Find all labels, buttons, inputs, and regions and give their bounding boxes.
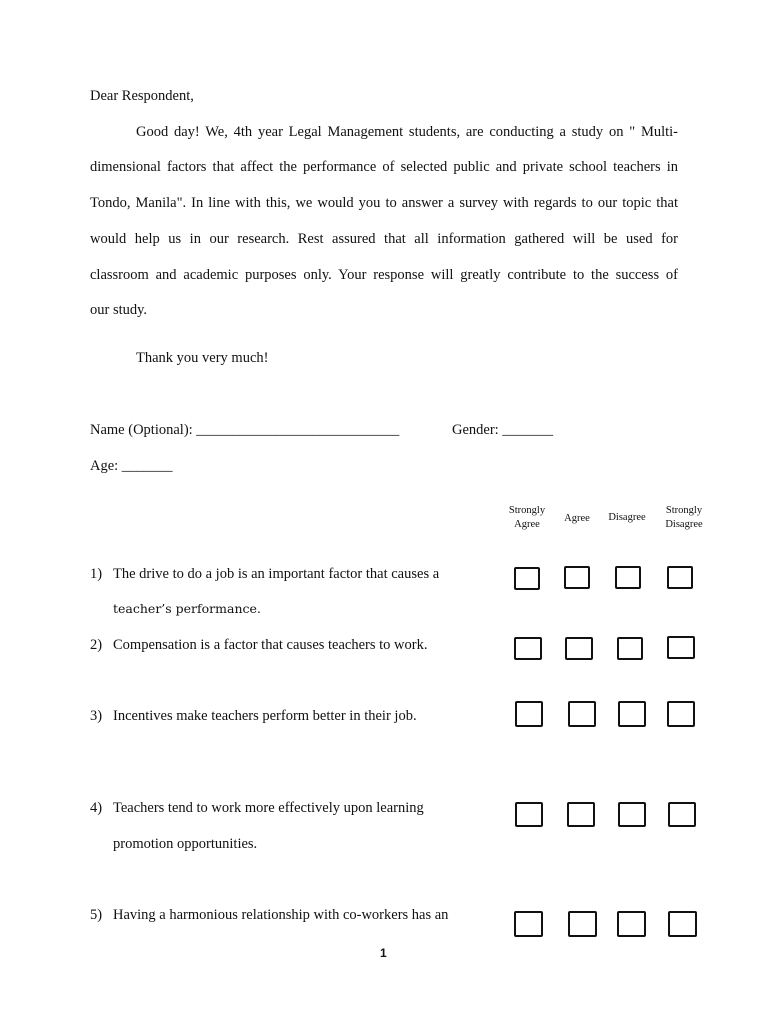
q3-strongly-disagree-checkbox[interactable] [667,701,695,727]
salutation: Dear Respondent, [90,88,194,104]
q4-strongly-disagree-checkbox[interactable] [668,802,696,827]
question-1-text-line-2: teacher’s performance. [113,601,261,616]
question-1-number: 1) [90,566,103,582]
q2-strongly-agree-checkbox[interactable] [514,637,542,660]
scale-strongly-agree [503,504,551,532]
q3-disagree-checkbox[interactable] [618,701,646,727]
intro-line-1: Good day! We, 4th year Legal Management students, are conducting a study on " Multi- [136,124,678,140]
question-4-number: 4) [90,800,103,816]
intro-line-3: Tondo, Manila". In line with this, we would you to answer a survey with regards to our topic that [90,195,678,211]
scale-strongly-agree-line-1: Strongly [508,505,546,516]
question-3-text-line-1: Incentives make teachers perform better in their job. [113,708,417,724]
scale-disagree: Disagree [608,512,646,523]
q1-strongly-disagree-checkbox[interactable] [667,566,693,589]
q5-agree-checkbox[interactable] [568,911,597,937]
q1-disagree-checkbox[interactable] [615,566,641,589]
intro-line-5: classroom and academic purposes only. Your response will greatly contribute to the success of [90,267,678,283]
q1-agree-checkbox[interactable] [564,566,590,589]
question-3-number: 3) [90,708,103,724]
q3-strongly-agree-checkbox[interactable] [515,701,543,727]
q4-disagree-checkbox[interactable] [618,802,646,827]
page-number: 1 [380,946,387,960]
q2-strongly-disagree-checkbox[interactable] [667,636,695,659]
name-field[interactable]: Name (Optional): ____________________________ [90,422,400,438]
q5-strongly-agree-checkbox[interactable] [514,911,543,937]
gender-field[interactable]: Gender: _______ [452,422,554,438]
q3-agree-checkbox[interactable] [568,701,596,727]
question-5-text-line-1: Having a harmonious relationship with co-workers has an [113,907,449,923]
intro-line-2: dimensional factors that affect the performance of selected public and private school teachers in [90,159,678,175]
question-2-number: 2) [90,637,103,653]
age-field[interactable]: Age: _______ [90,458,173,474]
q1-strongly-agree-checkbox[interactable] [514,567,540,590]
question-1-text-line-1: The drive to do a job is an important factor that causes a [113,566,440,582]
question-4-text-line-1: Teachers tend to work more effectively upon learning [113,800,424,816]
question-2-text-line-1: Compensation is a factor that causes teachers to work. [113,637,428,653]
scale-strongly-disagree-line-2: Disagree [665,519,703,531]
scale-strongly-agree-line-2: Agree [514,519,540,531]
q5-strongly-disagree-checkbox[interactable] [668,911,697,937]
scale-strongly-disagree [658,504,710,532]
question-4-text-line-2: promotion opportunities. [113,836,258,852]
q5-disagree-checkbox[interactable] [617,911,646,937]
q2-agree-checkbox[interactable] [565,637,593,660]
q4-agree-checkbox[interactable] [567,802,595,827]
q4-strongly-agree-checkbox[interactable] [515,802,543,827]
intro-line-6: our study. [90,302,148,318]
scale-strongly-disagree-line-1: Strongly [665,505,703,516]
q2-disagree-checkbox[interactable] [617,637,643,660]
scale-agree: Agree [564,513,590,524]
intro-line-4: would help us in our research. Rest assured that all information gathered will be used for [90,231,678,247]
thanks-text: Thank you very much! [136,350,269,366]
question-5-number: 5) [90,907,103,923]
